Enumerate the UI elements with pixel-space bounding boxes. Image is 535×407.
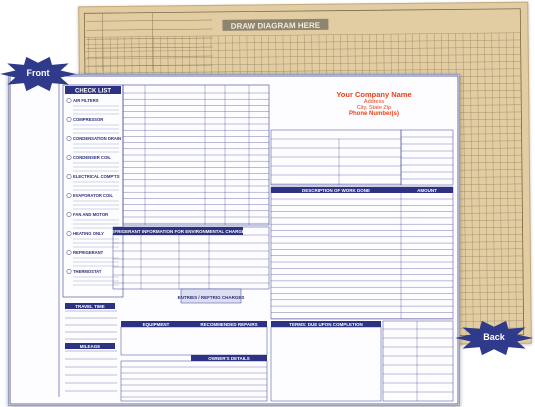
checklist-item-label: CONDENSATION DRAIN — [73, 136, 122, 141]
terms-title: TERMS: DUE UPON COMPLETION — [289, 322, 363, 327]
recommended-repairs-title: RECOMMENDED REPAIRS — [200, 322, 258, 327]
checklist-item-marker — [67, 212, 71, 216]
company-block — [299, 91, 449, 118]
checklist-item-label: REFRIGERANT — [73, 250, 104, 255]
checklist-item-label: AIR FILTERS — [73, 98, 99, 103]
refrigerant-section-title: REFRIGERANT INFORMATION FOR ENVIRONMENTAL CHARGES — [108, 229, 248, 234]
checklist-item-marker — [67, 117, 71, 121]
checklist-item-marker — [67, 136, 71, 140]
front-tag — [0, 56, 76, 92]
amount-title: AMOUNT — [417, 188, 437, 193]
back-tag-label: Back — [483, 332, 505, 342]
checklist-item-label: CONDENSER COIL — [73, 155, 111, 160]
description-title: DESCRIPTION OF WORK DONE — [301, 188, 371, 193]
checklist-item-label: ELECTRICAL COMP'TS — [73, 174, 120, 179]
checklist-title: CHECK LIST — [75, 88, 111, 95]
company-city: City, State Zip — [356, 105, 392, 112]
company-phone: Phone Number(s) — [348, 111, 399, 118]
checklist-item-label: EVAPORATOR COIL — [73, 193, 114, 198]
checklist-item-label: THERMOSTAT — [73, 269, 102, 274]
checklist-item-label: COMPRESSOR — [73, 117, 104, 122]
checklist-item-marker — [67, 98, 71, 102]
back-tag — [455, 320, 533, 356]
checklist-item-marker — [67, 269, 71, 273]
front-tag-label: Front — [26, 68, 50, 78]
travel-time-title: TRAVEL TIME — [75, 304, 105, 309]
checklist-item-marker — [67, 231, 71, 235]
checklist-item-label: HEATING ONLY — [73, 231, 104, 236]
checklist-item-marker — [67, 174, 71, 178]
checklist-item-marker — [67, 193, 71, 197]
company-address: Address — [363, 99, 385, 106]
checklist-item-marker — [67, 155, 71, 159]
front-copy-sheet — [8, 74, 460, 406]
draw-diagram-title: DRAW DIAGRAM HERE — [230, 20, 321, 31]
mileage-title: MILEAGE — [79, 344, 101, 349]
checklist-item-label: FAN AND MOTOR — [73, 212, 109, 217]
entries-charges-title: ENTRIES / REFTRIG CHARGES — [177, 295, 245, 300]
equipment-title: EQUIPMENT — [142, 322, 170, 327]
checklist-item-marker — [67, 250, 71, 254]
owners-details-title: OWNER'S DETAILS — [208, 356, 250, 361]
company-name: Your Company Name — [336, 90, 412, 99]
